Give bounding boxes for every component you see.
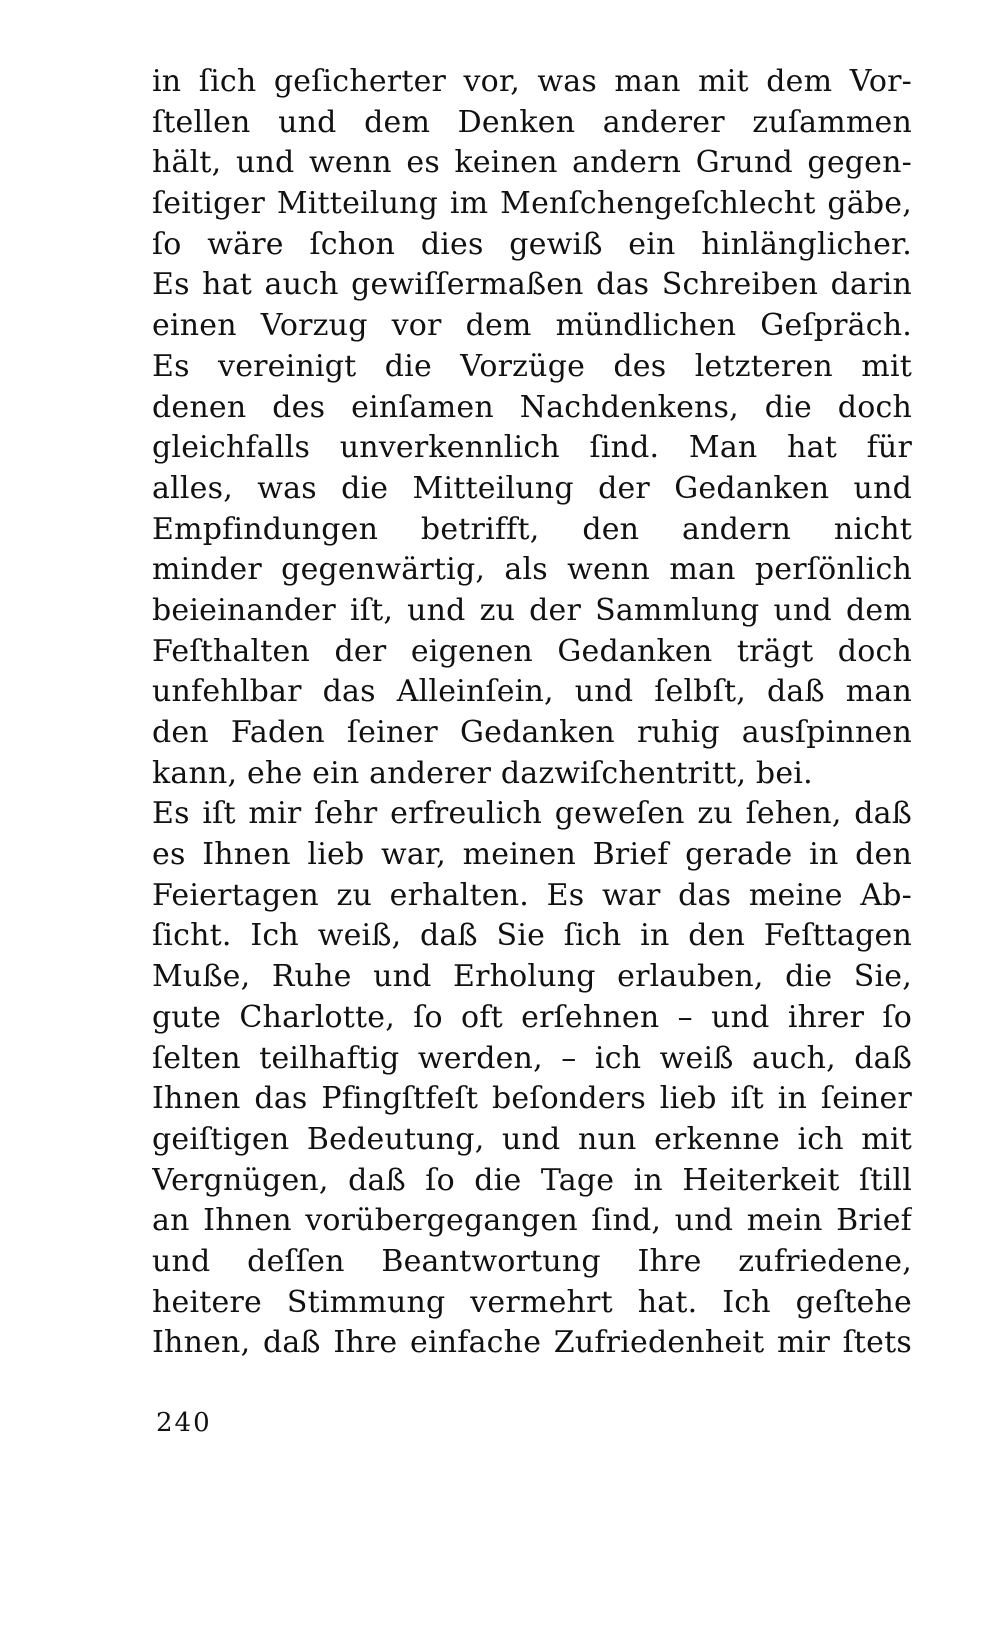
- text-line-25: ſelten teilhaftig werden, – ich weiß auch, daß: [152, 1040, 912, 1076]
- body-text: [152, 62, 912, 1364]
- text-line-4: ſeitiger Mitteilung im Menſchengeſchlecht gäbe,: [152, 186, 912, 222]
- text-line-18: kann, ehe ein anderer dazwiſchentritt, bei.: [152, 755, 813, 791]
- text-line-7: einen Vorzug vor dem mündlichen Geſpräch.: [152, 308, 912, 344]
- text-line-26: Ihnen das Pfingſtfeſt beſonders lieb iſt in ſeiner: [152, 1081, 912, 1117]
- text-line-20: es Ihnen lieb war, meinen Brief gerade in den: [152, 837, 912, 873]
- text-line-1: in ſich geſicherter vor, was man mit dem Vor-: [152, 64, 912, 99]
- text-line-23: Muße, Ruhe und Erholung erlauben, die Sie,: [152, 959, 912, 995]
- text-line-15: Feſthalten der eigenen Gedanken trägt doch: [152, 633, 912, 669]
- text-line-29: an Ihnen vorübergegangen ſind, und mein Brief: [152, 1203, 912, 1239]
- text-line-24: gute Charlotte, ſo oft erſehnen – und ihrer ſo: [152, 999, 912, 1035]
- text-line-17: den Faden ſeiner Gedanken ruhig ausſpinnen: [152, 715, 912, 750]
- text-line-27: geiſtigen Bedeutung, und nun erkenne ich mit: [152, 1121, 912, 1157]
- text-line-10: gleichfalls unverkennlich ſind. Man hat für: [152, 430, 912, 466]
- text-line-16: unfehlbar das Alleinſein, und ſelbſt, daß man: [152, 674, 912, 710]
- page-number: 240: [156, 1408, 212, 1438]
- text-line-8: Es vereinigt die Vorzüge des letzteren mit: [152, 348, 912, 384]
- text-line-28: Vergnügen, daß ſo die Tage in Heiterkeit ſtill: [152, 1162, 912, 1198]
- text-line-21: Feiertagen zu erhalten. Es war das meine Ab-: [152, 877, 912, 913]
- text-line-13: minder gegenwärtig, als wenn man perſönlich: [152, 552, 912, 588]
- text-line-5: ſo wäre ſchon dies gewiß ein hinlänglicher.: [152, 226, 912, 262]
- text-line-31: heitere Stimmung vermehrt hat. Ich geſtehe: [152, 1284, 912, 1320]
- text-line-12: Empfindungen betrifft, den andern nicht: [152, 511, 912, 547]
- text-line-14: beieinander iſt, und zu der Sammlung und dem: [152, 592, 912, 628]
- text-line-6: Es hat auch gewiſſermaßen das Schreiben darin: [152, 267, 912, 303]
- text-line-3: hält, und wenn es keinen andern Grund gegen-: [152, 145, 912, 181]
- text-line-19: Es iſt mir ſehr erfreulich geweſen zu ſehen, daß: [152, 796, 912, 832]
- text-line-30: und deſſen Beantwortung Ihre zufriedene,: [152, 1243, 912, 1279]
- text-line-11: alles, was die Mitteilung der Gedanken und: [152, 470, 912, 506]
- text-line-32: Ihnen, daß Ihre einfache Zufriedenheit mir ſtets: [152, 1325, 912, 1361]
- text-line-22: ſicht. Ich weiß, daß Sie ſich in den Feſttagen: [152, 918, 912, 954]
- text-line-9: denen des einſamen Nachdenkens, die doch: [152, 389, 912, 425]
- text-line-2: ſtellen und dem Denken anderer zuſammen: [152, 104, 912, 140]
